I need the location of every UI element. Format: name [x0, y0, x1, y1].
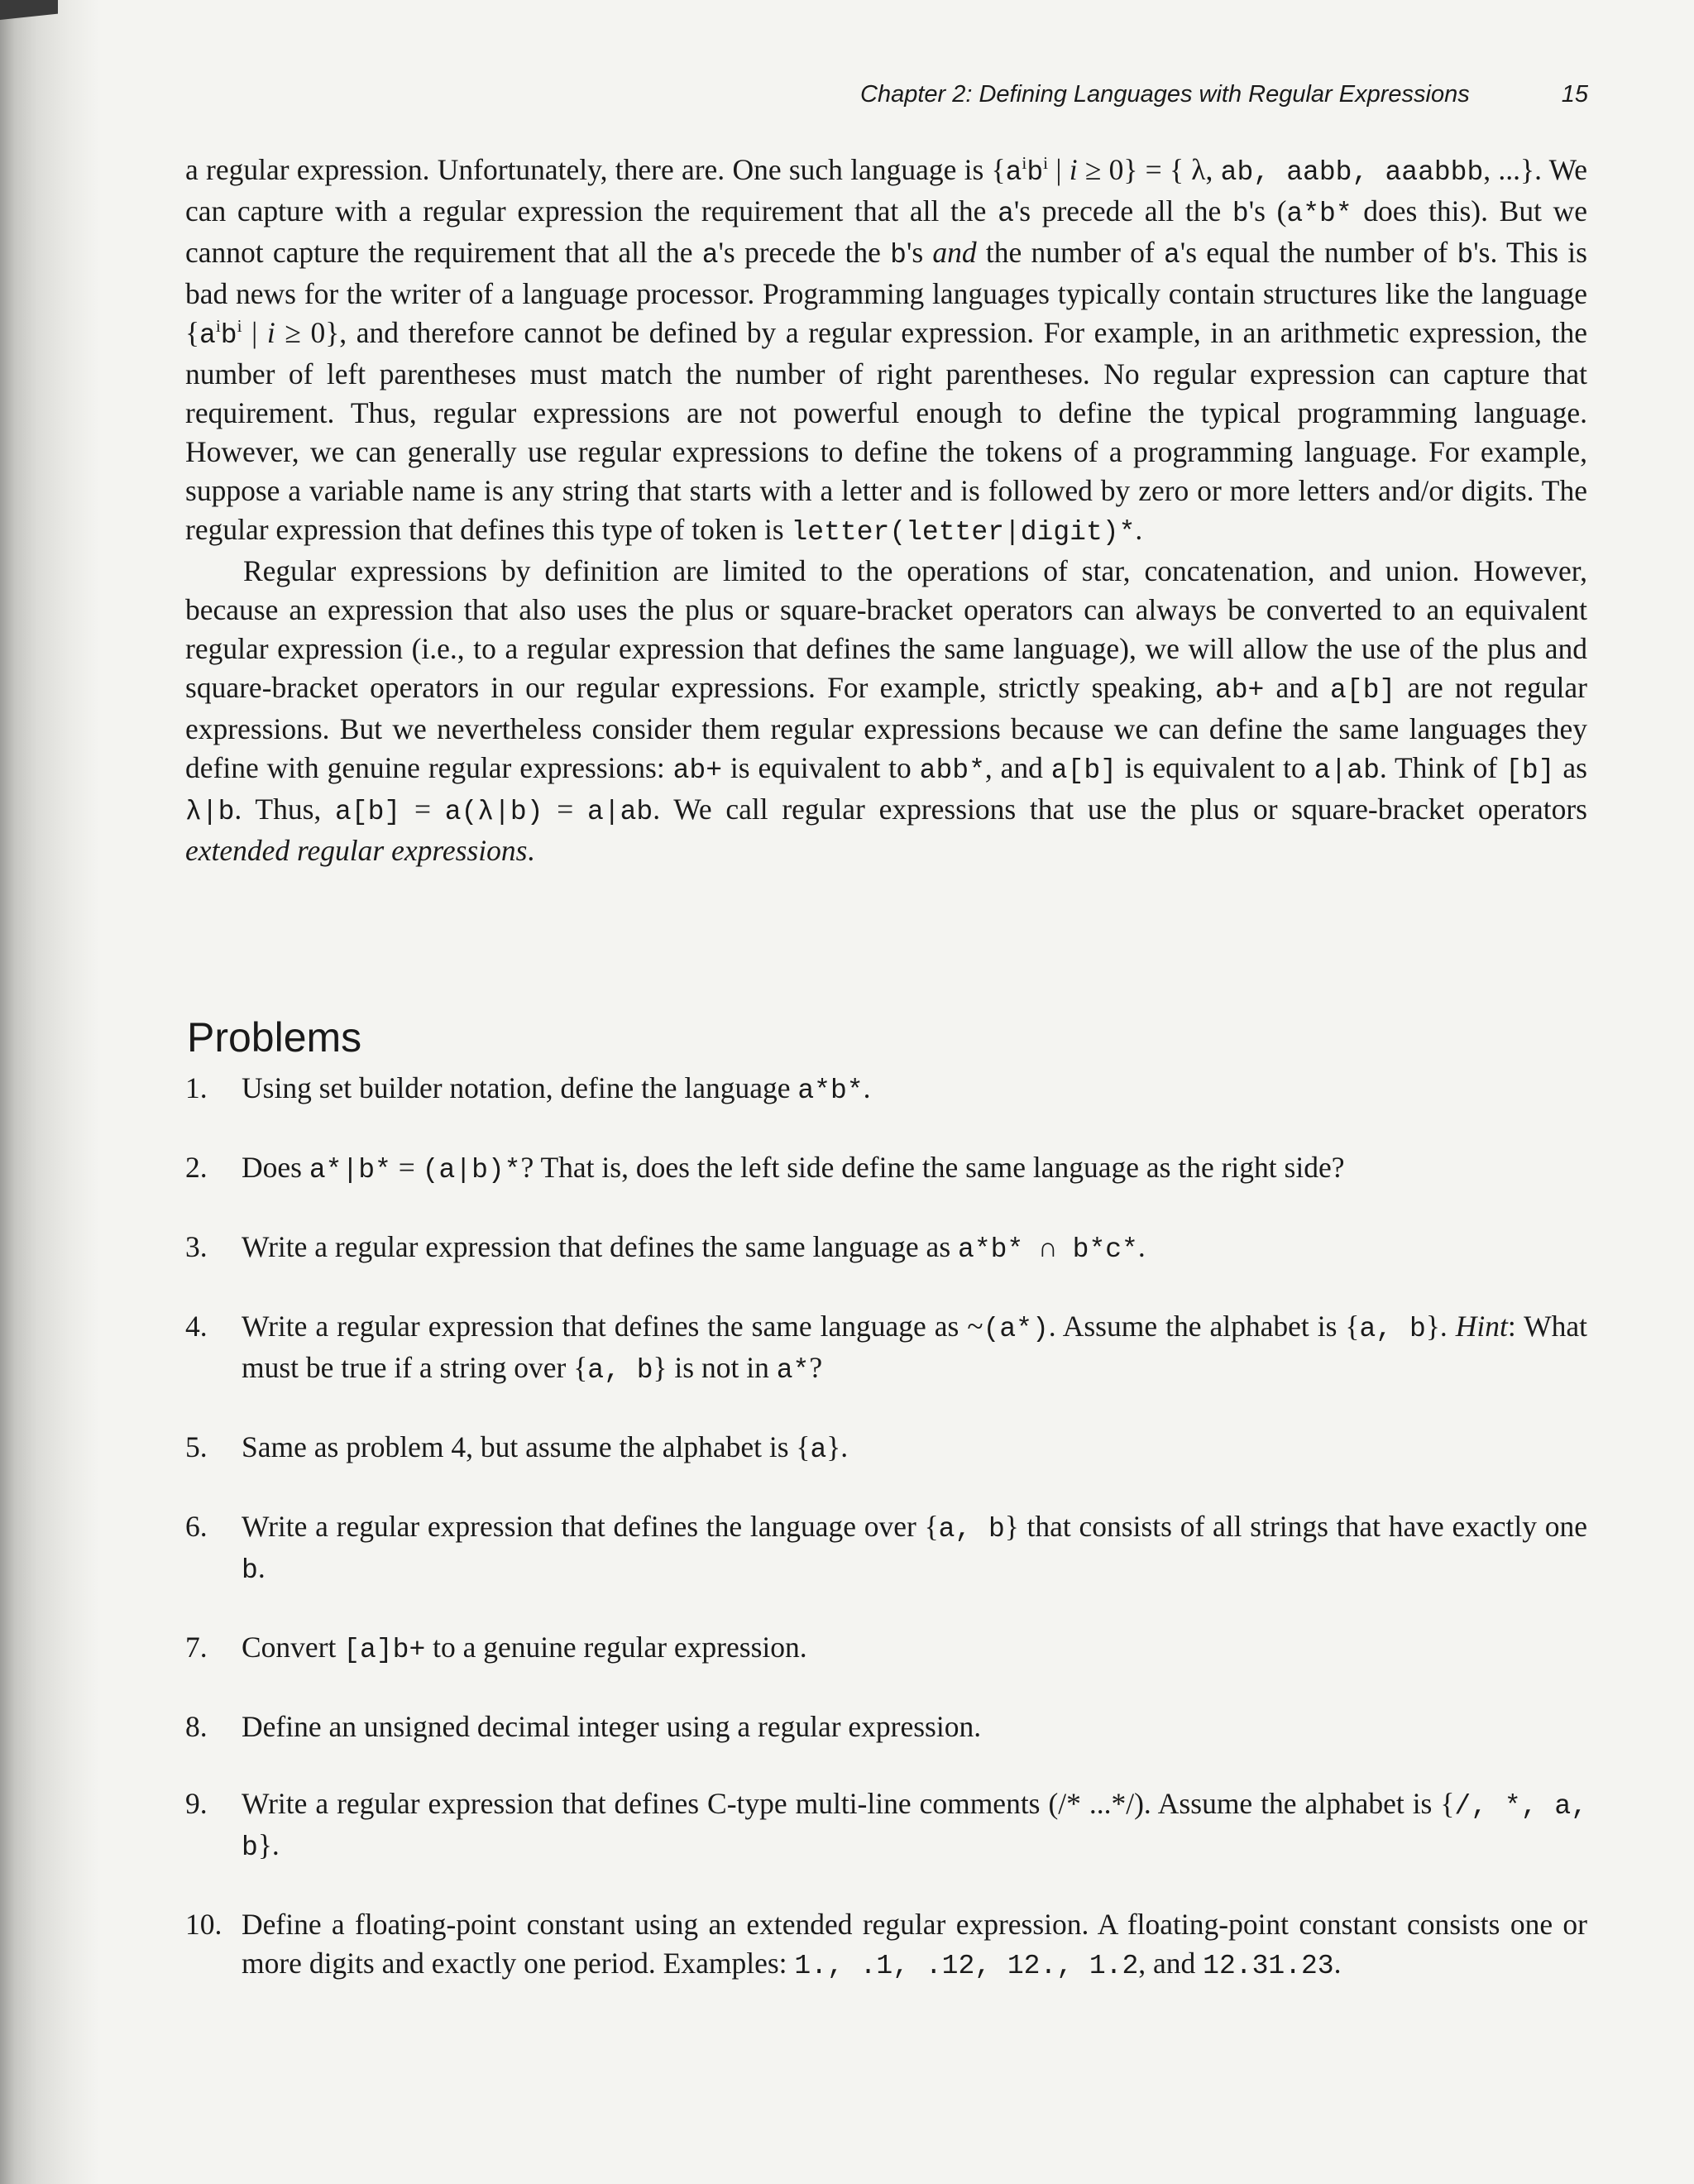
text-run: 's. This is bad news for the writer of a language processor. Programming languages typically contain structures like the language { — [185, 236, 1587, 349]
paragraph-2 — [185, 552, 1587, 870]
superscript: i — [1022, 153, 1027, 174]
text-run: is equivalent to — [722, 751, 920, 784]
code-run: b — [220, 320, 237, 351]
code-run: a[b] — [1050, 755, 1117, 786]
text-run: ? That is, does the left side define the same language as the right side? — [520, 1151, 1345, 1184]
code-run: a — [1005, 157, 1022, 188]
text-run: = — [543, 793, 588, 826]
code-run: (a*) — [983, 1314, 1049, 1344]
text-run: a regular expression. Unfortunately, there are. One such language is { — [185, 153, 1006, 186]
code-run: b — [1457, 240, 1474, 271]
running-header — [860, 81, 1588, 108]
code-run: a*|b* — [309, 1155, 391, 1185]
text-run: and — [1264, 671, 1330, 704]
problem-item — [185, 1507, 1587, 1590]
text-run: are not regular expressions. But we nevertheless consider them regular expressions because we can define the same languages they define with genuine regular expressions: — [185, 671, 1587, 784]
problem-item — [185, 1428, 1587, 1469]
text-run: is equivalent to — [1117, 751, 1314, 784]
text-run: . — [1135, 513, 1143, 546]
code-run: (a|b)* — [422, 1155, 521, 1185]
code-run: a — [701, 240, 719, 271]
text-run: = — [390, 1151, 423, 1184]
text-run: . Thus, — [234, 793, 335, 826]
emphasis: and — [932, 236, 977, 269]
text-run: , ...}. We can capture with a regular expression the requirement that all the — [185, 153, 1588, 228]
text-run: Write a regular expression that defines the language over { — [242, 1510, 939, 1543]
code-run: a*b* ∩ b*c* — [958, 1234, 1138, 1265]
text-run: Convert — [242, 1631, 344, 1664]
code-run: b — [890, 240, 907, 271]
text-run: 's equal the number of — [1180, 236, 1457, 269]
problem-number: 7. — [185, 1631, 208, 1664]
code-run: b — [1232, 199, 1249, 229]
code-run: a — [199, 320, 216, 351]
superscript: i — [215, 316, 221, 337]
text-run: the number of — [976, 236, 1164, 269]
text-run: . Assume the alphabet is { — [1048, 1310, 1360, 1343]
code-run: a|ab — [587, 797, 653, 827]
text-run: Write a regular expression that defines the same language as ~ — [242, 1310, 983, 1343]
text-run: . — [863, 1071, 871, 1104]
variable: i — [1069, 153, 1078, 186]
code-run: a, b — [1359, 1314, 1426, 1344]
text-run: }. — [1425, 1310, 1456, 1343]
text-run: , and — [1138, 1947, 1204, 1980]
problem-item — [185, 1148, 1587, 1190]
text-run: 's — [906, 236, 933, 269]
text-run: 's ( — [1248, 194, 1287, 228]
text-run: , and — [984, 751, 1051, 784]
text-run: } is not in — [653, 1351, 777, 1384]
hint-label: Hint — [1455, 1310, 1508, 1343]
problem-number: 5. — [185, 1430, 208, 1463]
code-run: ab+ — [1214, 675, 1265, 706]
code-run: b — [242, 1555, 258, 1586]
problem-item — [185, 1307, 1587, 1390]
text-run: Same as problem 4, but assume the alphabet is { — [242, 1430, 811, 1463]
text-run: Define a floating-point constant using an extended regular expression. A floating-point constant consists one or more digits and exactly one period. Examples: — [242, 1908, 1587, 1980]
problem-number: 9. — [185, 1787, 208, 1820]
code-run: b — [1026, 157, 1044, 188]
text-run: . — [1137, 1230, 1146, 1263]
text-run: }. — [257, 1828, 280, 1861]
text-run: Write a regular expression that defines C-type multi-line comments (/* ...*/). Assume the alphabet is { — [242, 1787, 1455, 1820]
code-run: a, b — [587, 1355, 653, 1386]
code-run: a, b — [938, 1514, 1005, 1545]
scan-shadow-edge — [0, 0, 99, 2184]
code-run: a — [1163, 240, 1180, 271]
problem-number: 8. — [185, 1710, 208, 1743]
text-run: } that consists of all strings that have exactly one — [1004, 1510, 1587, 1543]
text-run: 's precede the — [718, 236, 891, 269]
text-run: ≥ 0}, and therefore cannot be defined by a regular expression. For example, in an arithmetic expression, the number of left parentheses must match the number of right parentheses. No regular expression can capture that requirement. Thus, regular expressions are not powerful enough to define the typical programming language. However, we can generally use regular expressions to define the tokens of a programming language. For example, suppose a variable name is any string that starts with a letter and is followed by zero or more letters and/or digits. The regular expression that defines this type of token is — [185, 316, 1587, 546]
superscript: i — [1043, 153, 1049, 174]
problem-item — [185, 1905, 1587, 1985]
code-run: [b] — [1505, 755, 1555, 786]
page-number: 15 — [1561, 81, 1588, 108]
code-run: 12.31.23 — [1203, 1951, 1334, 1981]
code-run: /, *, a, b — [242, 1791, 1587, 1863]
text-run: = — [400, 793, 445, 826]
text-run: Does — [242, 1151, 309, 1184]
text-run: ? — [809, 1351, 823, 1384]
text-run: , — [1205, 153, 1221, 186]
text-run: . — [1333, 1947, 1342, 1980]
text-run: . Think of — [1379, 751, 1506, 784]
paragraph-1 — [185, 151, 1587, 552]
code-run: a* — [776, 1355, 810, 1386]
code-run: a[b] — [1330, 675, 1396, 706]
problem-number: 6. — [185, 1510, 208, 1543]
problem-number: 3. — [185, 1230, 208, 1263]
text-run: | — [242, 316, 267, 349]
code-run: a — [998, 199, 1014, 229]
text-run: Using set builder notation, define the language — [242, 1071, 798, 1104]
text-run: Write a regular expression that defines the same language as — [242, 1230, 959, 1263]
lambda-symbol: λ — [1191, 153, 1206, 186]
problems-list — [185, 1069, 1587, 2024]
code-run: a|ab — [1314, 755, 1380, 786]
text-run: . — [527, 834, 535, 867]
text-run: | — [1048, 153, 1070, 186]
problem-number: 10. — [185, 1908, 223, 1941]
code-run: letter(letter|digit)* — [791, 517, 1136, 548]
emphasis: extended regular expressions — [185, 834, 528, 867]
code-run: λ|b — [185, 797, 235, 827]
text-run: to a genuine regular expression. — [425, 1631, 807, 1664]
code-run: 1., .1, .12, 12., 1.2 — [794, 1951, 1139, 1981]
problem-number: 1. — [185, 1071, 208, 1104]
body-text — [185, 151, 1587, 870]
code-run: a(λ|b) — [444, 797, 543, 827]
code-run: abb* — [919, 755, 985, 786]
problem-item — [185, 1069, 1587, 1110]
text-run: . We call regular expressions that use the plus or square-bracket operators — [653, 793, 1587, 826]
problem-item — [185, 1784, 1587, 1867]
text-run: Define an unsigned decimal integer using a regular expression. — [242, 1710, 982, 1743]
section-heading-problems: Problems — [187, 1013, 362, 1061]
code-run: ab, aabb, aaabbb — [1220, 157, 1484, 188]
code-run: a*b* — [1286, 199, 1352, 229]
text-run: ≥ 0} = { — [1077, 153, 1192, 186]
code-run: a[b] — [335, 797, 401, 827]
text-run: Regular expressions by definition are limited to the operations of star, concatenation, and union. However, because an expression that also uses the plus or square-bracket operators can always be converted to an equivalent regular expression (i.e., to a regular expression that defines the same language), we will allow the use of the plus and square-bracket operators in our regular expressions. For example, strictly speaking, — [185, 554, 1587, 704]
text-run: }. — [826, 1430, 849, 1463]
chapter-title: Chapter 2: Defining Languages with Regular Expressions — [860, 81, 1470, 108]
problem-item — [185, 1228, 1587, 1269]
problem-number: 4. — [185, 1310, 208, 1343]
code-run: a — [810, 1434, 827, 1465]
problem-number: 2. — [185, 1151, 208, 1184]
code-run: a*b* — [797, 1075, 864, 1106]
problem-item — [185, 1628, 1587, 1669]
variable: i — [266, 316, 275, 349]
text-run: does this). But we cannot capture the requirement that all the — [185, 194, 1587, 269]
text-run: : What must be true if a string over { — [242, 1310, 1587, 1384]
superscript: i — [237, 316, 242, 337]
text-run: . — [257, 1551, 266, 1584]
code-run: [a]b+ — [343, 1635, 426, 1665]
problem-item — [185, 1707, 1587, 1746]
code-run: ab+ — [672, 755, 723, 786]
text-run: as — [1554, 751, 1587, 784]
text-run: 's precede all the — [1013, 194, 1232, 228]
